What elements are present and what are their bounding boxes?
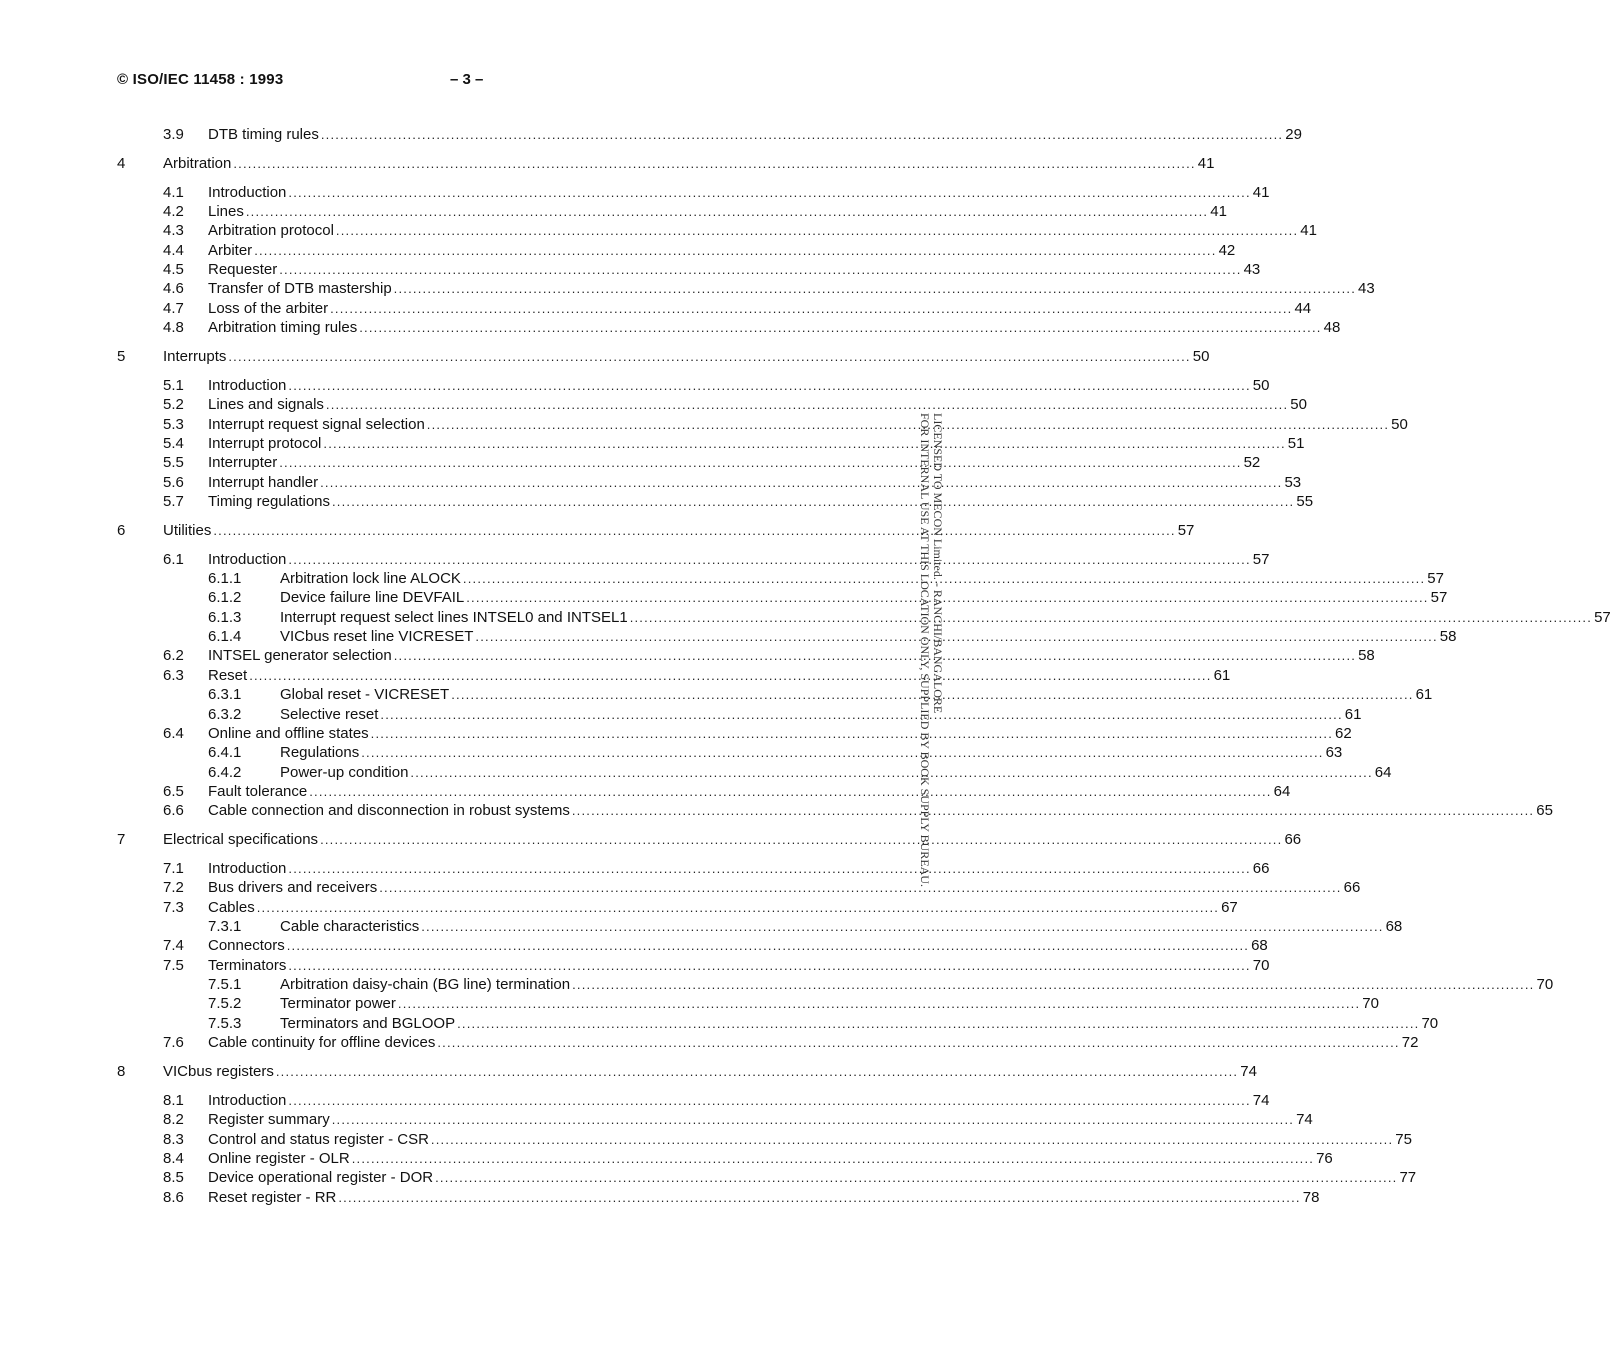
toc-leader-dots: ........................................................................................................................................................................................................ [245,204,1209,219]
toc-entry [0,1188,1320,1208]
toc-leader-dots: ........................................................................................................................................................................................................ [379,880,1342,896]
toc-entry [0,347,1210,367]
toc-entry-title: Electrical specifications [163,831,319,849]
toc-entry-title: Regulations [280,744,360,762]
toc-entry-title: Introduction [208,859,287,877]
toc-entry [0,878,1361,898]
toc-entry-title: Arbitration [163,154,232,172]
toc-entry-title: Selective reset [280,705,379,723]
toc-leader-dots: ........................................................................................................................................................................................................ [435,1170,1398,1186]
toc-entry [0,608,1611,628]
toc-leader-dots: ........................................................................................................................................................................................................ [629,609,1593,625]
toc-entry-number: 7.6 [163,1034,184,1052]
toc-leader-dots: ........................................................................................................................................................................................................ [288,860,1251,876]
toc-entry [0,646,1375,666]
toc-entry-title: Device operational register - DOR [208,1169,434,1187]
toc-entry-title: Control and status register - CSR [208,1130,429,1148]
toc-entry-title: VICbus registers [163,1062,274,1080]
toc-entry-title: Arbiter [208,241,253,259]
toc-entry-number: 7.3.1 [208,918,242,935]
toc-leader-dots: ........................................................................................................................................................................................................ [572,977,1535,992]
toc-leader-dots: ........................................................................................................................................................................................................ [462,571,1426,586]
toc-leader-dots: ........................................................................................................................................................................................................ [325,397,1289,413]
toc-entry [0,898,1238,918]
toc-entry-title: Power-up condition [280,763,409,781]
toc-entry-page: 67 [1221,898,1238,916]
toc-leader-dots: ........................................................................................................................................................................................................ [359,320,1322,336]
toc-entry [0,395,1307,415]
toc-leader-dots: ........................................................................................................................................................................................................ [288,551,1251,567]
toc-leader-dots: ........................................................................................................................................................................................................ [254,242,1217,258]
toc-entry-number: 5.2 [163,396,184,414]
toc-leader-dots: ........................................................................................................................................................................................................ [332,494,1295,509]
toc-entry-number: 6.1.4 [208,628,242,646]
toc-entry-number: 7.5.3 [208,1014,242,1032]
toc-entry-number: 7.3 [163,898,184,916]
toc-entry-page: 51 [1287,434,1305,452]
toc-entry [0,1168,1417,1188]
toc-entry-number: 6.3.1 [208,686,242,704]
toc-entry [0,221,1317,241]
toc-entry [0,801,1553,821]
toc-entry-title: Interrupt request signal selection [208,415,425,433]
toc-leader-dots: ........................................................................................................................................................................................................ [275,1063,1239,1079]
toc-entry [0,154,1215,174]
toc-entry-page: 50 [1192,348,1210,365]
license-line-1: LICENSED TO MECON Limited. - RANCHI/BANGALORE [931,413,945,714]
toc-entry-page: 41 [1197,154,1215,172]
toc-entry-title: Introduction [208,183,287,201]
toc-entry-number: 8.4 [163,1149,184,1167]
toc-leader-dots: ........................................................................................................................................................................................................ [286,938,1250,954]
toc-entry-title: Transfer of DTB mastership [208,280,392,298]
toc-entry-title: Arbitration timing rules [208,319,358,337]
toc-leader-dots: ........................................................................................................................................................................................................ [361,745,1324,761]
toc-entry-number: 6.4.2 [208,763,242,781]
toc-entry-number: 6.4 [163,724,184,742]
toc-entry [0,705,1362,725]
toc-entry-page: 42 [1218,241,1236,259]
toc-entry-number: 4.8 [163,319,184,337]
toc-entry-number: 7.5.1 [208,976,242,993]
toc-entry-title: Arbitration lock line ALOCK [280,570,461,587]
toc-entry-title: Arbitration protocol [208,222,334,240]
toc-entry [0,183,1270,203]
toc-entry-title: Arbitration daisy-chain (BG line) termination [280,976,571,993]
toc-entry-page: 57 [1430,589,1448,607]
toc-entry [0,782,1291,802]
license-watermark [918,413,944,887]
toc-entry-number: 7 [117,831,126,849]
toc-entry-page: 68 [1251,937,1268,955]
toc-entry-number: 5.1 [163,376,184,394]
toc-entry-number: 4.6 [163,280,184,298]
toc-entry-page: 52 [1243,454,1261,472]
toc-entry-page: 65 [1536,802,1553,820]
toc-entry [0,936,1268,956]
toc-entry [0,859,1270,879]
toc-entry [0,1149,1333,1169]
toc-entry-title: Introduction [208,1091,287,1109]
toc-entry [0,260,1261,280]
toc-entry-number: 3.9 [163,126,184,143]
toc-entry-title: Interrupt request select lines INTSEL0 and INTSEL1 [280,608,628,626]
toc-entry [0,830,1302,850]
toc-entry-page: 43 [1243,261,1261,279]
toc-leader-dots: ........................................................................................................................................................................................................ [475,629,1438,645]
toc-entry-number: 8.2 [163,1111,184,1129]
toc-entry [0,473,1302,493]
toc-leader-dots: ........................................................................................................................................................................................................ [233,155,1196,171]
toc-entry-page: 68 [1385,918,1403,935]
toc-leader-dots: ........................................................................................................................................................................................................ [426,416,1390,432]
toc-entry-number: 4.5 [163,261,184,279]
toc-leader-dots: ........................................................................................................................................................................................................ [451,687,1414,703]
toc-entry-title: Cables [208,898,255,916]
toc-leader-dots: ........................................................................................................................................................................................................ [437,1035,1400,1051]
toc-entry [0,125,1302,145]
toc-entry-title: Lines and signals [208,396,324,414]
toc-entry-page: 66 [1252,859,1270,877]
toc-entry [0,588,1448,608]
toc-entry [0,724,1352,744]
toc-entry-page: 61 [1344,705,1362,723]
toc-entry-number: 8 [117,1062,126,1080]
toc-leader-dots: ........................................................................................................................................................................................................ [320,832,1283,848]
toc-entry-number: 5.6 [163,473,184,491]
toc-entry-title: Timing regulations [208,493,330,510]
toc-entry-page: 58 [1358,647,1375,665]
toc-entry-page: 50 [1290,396,1307,414]
toc-leader-dots: ........................................................................................................................................................................................................ [335,223,1299,239]
toc-entry [0,550,1270,570]
toc-entry-page: 77 [1399,1169,1417,1187]
toc-entry-number: 4.1 [163,183,184,201]
toc-entry-title: Loss of the arbiter [208,299,329,317]
toc-entry [0,1110,1313,1130]
toc-entry-number: 4 [117,154,126,172]
toc-leader-dots: ........................................................................................................................................................................................................ [410,764,1373,780]
toc-entry-title: Bus drivers and receivers [208,879,378,897]
toc-entry [0,492,1314,512]
toc-entry [0,241,1236,261]
toc-entry-page: 44 [1294,299,1312,317]
toc-entry [0,975,1554,995]
toc-entry-title: Cable connection and disconnection in robust systems [208,802,570,820]
toc-entry-number: 6.1.3 [208,608,242,626]
toc-entry-number: 4.4 [163,241,184,259]
toc-leader-dots: ........................................................................................................................................................................................................ [288,957,1251,973]
toc-entry [0,453,1261,473]
toc-entry [0,279,1375,299]
toc-entry-title: INTSEL generator selection [208,647,392,665]
toc-leader-dots: ........................................................................................................................................................................................................ [430,1131,1394,1147]
toc-entry [0,202,1227,222]
toc-entry-page: 74 [1296,1111,1313,1129]
toc-entry [0,627,1457,647]
toc-entry-title: Connectors [208,937,285,955]
toc-entry [0,1014,1439,1034]
toc-entry-title: Cable characteristics [280,918,420,935]
toc-leader-dots: ........................................................................................................................................................................................................ [331,1112,1295,1128]
toc-entry-title: Online and offline states [208,724,369,742]
toc-entry-page: 57 [1252,550,1270,568]
toc-entry [0,415,1408,435]
toc-entry-title: Cable continuity for offline devices [208,1034,436,1052]
toc-entry-page: 53 [1284,473,1302,491]
toc-entry-page: 57 [1177,521,1195,539]
toc-entry [0,666,1231,686]
toc-leader-dots: ........................................................................................................................................................................................................ [393,648,1357,664]
toc-entry-number: 5.4 [163,434,184,452]
toc-entry-page: 58 [1439,628,1457,646]
toc-entry-title: Terminators [208,956,287,974]
toc-entry [0,434,1305,454]
toc-entry [0,1062,1257,1082]
toc-leader-dots: ........................................................................................................................................................................................................ [320,474,1283,490]
toc-leader-dots: ........................................................................................................................................................................................................ [466,590,1429,606]
toc-leader-dots: ........................................................................................................................................................................................................ [370,725,1334,741]
toc-entry-title: Online register - OLR [208,1149,350,1167]
toc-entry-title: Lines [208,203,244,220]
toc-entry-page: 29 [1285,126,1302,143]
toc-entry-page: 78 [1302,1188,1320,1206]
toc-entry-title: Introduction [208,550,287,568]
toc-entry-number: 6 [117,521,126,539]
toc-entry-page: 41 [1252,183,1270,201]
toc-entry-number: 5.7 [163,493,184,510]
toc-entry-number: 8.5 [163,1169,184,1187]
toc-entry-title: Fault tolerance [208,782,308,800]
toc-entry-page: 64 [1273,782,1291,800]
toc-leader-dots: ........................................................................................................................................................................................................ [320,127,1284,142]
toc-entry-number: 8.1 [163,1091,184,1109]
toc-entry-number: 6.1.1 [208,570,242,587]
toc-entry-title: Interrupt handler [208,473,319,491]
toc-entry-page: 74 [1252,1091,1270,1109]
toc-leader-dots: ........................................................................................................................................................................................................ [256,899,1220,915]
toc-entry [0,318,1341,338]
toc-entry-page: 43 [1358,280,1375,298]
toc-entry-title: Interrupts [163,348,227,365]
toc-entry-page: 70 [1536,976,1554,993]
toc-entry [0,917,1403,937]
toc-entry-title: Terminators and BGLOOP [280,1014,456,1032]
toc-entry-number: 8.6 [163,1188,184,1206]
toc-entry-page: 70 [1421,1014,1439,1032]
toc-entry-page: 76 [1316,1149,1333,1167]
toc-entry-page: 62 [1335,724,1352,742]
toc-entry [0,1033,1419,1053]
toc-entry-page: 75 [1395,1130,1412,1148]
toc-entry-page: 55 [1296,493,1314,510]
toc-entry [0,994,1379,1014]
toc-leader-dots: ........................................................................................................................................................................................................ [288,1092,1251,1108]
toc-entry-page: 61 [1213,666,1231,684]
toc-entry-number: 6.1 [163,550,184,568]
toc-entry-number: 4.2 [163,203,184,220]
toc-entry-number: 6.4.1 [208,744,242,762]
license-line-2: FOR INTERNAL USE AT THIS LOCATION ONLY, SUPPLIED BY BOOK SUPPLY BUREAU. [918,413,932,887]
toc-entry-title: Interrupter [208,454,278,472]
toc-entry-number: 6.1.2 [208,589,242,607]
toc-entry-number: 5.5 [163,454,184,472]
toc-leader-dots: ........................................................................................................................................................................................................ [397,996,1361,1012]
toc-entry-page: 74 [1240,1062,1257,1080]
toc-leader-dots: ........................................................................................................................................................................................................ [279,455,1242,471]
toc-entry-title: Reset register - RR [208,1188,337,1206]
toc-entry-title: Device failure line DEVFAIL [280,589,465,607]
toc-entry-title: Introduction [208,376,287,394]
toc-entry-number: 6.6 [163,802,184,820]
toc-entry-page: 57 [1427,570,1444,587]
toc-entry-page: 66 [1343,879,1361,897]
document-header-standard: © ISO/IEC 11458 : 1993 [117,71,284,88]
toc-entry-number: 7.4 [163,937,184,955]
toc-entry-page: 70 [1252,956,1270,974]
toc-entry-page: 48 [1323,319,1341,337]
toc-entry-page: 41 [1300,222,1317,240]
toc-leader-dots: ........................................................................................................................................................................................................ [380,706,1343,722]
toc-entry-number: 7.5 [163,956,184,974]
toc-leader-dots: ........................................................................................................................................................................................................ [351,1150,1315,1166]
toc-leader-dots: ........................................................................................................................................................................................................ [309,783,1272,799]
toc-entry-page: 72 [1401,1034,1419,1052]
toc-entry-page: 64 [1374,763,1392,781]
toc-entry [0,521,1195,541]
toc-entry [0,1091,1270,1111]
toc-entry-title: Reset [208,666,248,684]
toc-entry [0,956,1270,976]
toc-entry-number: 6.3.2 [208,705,242,723]
toc-entry-number: 8.3 [163,1130,184,1148]
toc-leader-dots: ........................................................................................................................................................................................................ [323,435,1286,451]
toc-entry-number: 5.3 [163,415,184,433]
toc-entry-number: 7.5.2 [208,995,242,1013]
toc-leader-dots: ........................................................................................................................................................................................................ [288,377,1251,393]
toc-entry-page: 61 [1415,686,1433,704]
toc-entry-number: 7.1 [163,859,184,877]
toc-entry [0,1130,1412,1150]
toc-entry-page: 63 [1325,744,1343,762]
toc-entry-page: 50 [1252,376,1270,394]
toc-entry-number: 4.7 [163,299,184,317]
toc-entry-title: Global reset - VICRESET [280,686,450,704]
toc-entry-title: Interrupt protocol [208,434,322,452]
toc-entry-title: Terminator power [280,995,396,1013]
toc-entry-number: 6.5 [163,782,184,800]
toc-entry-number: 6.2 [163,647,184,665]
toc-entry-title: Requester [208,261,278,279]
toc-entry [0,569,1444,589]
toc-entry-page: 66 [1284,831,1302,849]
toc-entry-title: VICbus reset line VICRESET [280,628,474,646]
toc-entry [0,743,1343,763]
toc-leader-dots: ........................................................................................................................................................................................................ [421,919,1384,934]
toc-entry [0,299,1312,319]
toc-leader-dots: ........................................................................................................................................................................................................ [393,281,1357,297]
toc-leader-dots: ........................................................................................................................................................................................................ [228,349,1191,364]
toc-entry-page: 50 [1391,415,1408,433]
toc-entry [0,685,1433,705]
toc-leader-dots: ........................................................................................................................................................................................................ [249,667,1212,683]
toc-leader-dots: ........................................................................................................................................................................................................ [213,522,1176,538]
toc-leader-dots: ........................................................................................................................................................................................................ [571,803,1535,819]
toc-entry-page: 41 [1210,203,1227,220]
toc-entry-page: 57 [1594,608,1611,626]
toc-entry-title: DTB timing rules [208,126,319,143]
toc-leader-dots: ........................................................................................................................................................................................................ [338,1189,1301,1205]
toc-entry [0,763,1392,783]
toc-entry-number: 5 [117,348,126,365]
toc-entry-title: Utilities [163,521,212,539]
toc-entry-number: 7.2 [163,879,184,897]
toc-leader-dots: ........................................................................................................................................................................................................ [457,1015,1420,1031]
page-number: – 3 – [450,71,484,88]
toc-entry [0,376,1270,396]
toc-leader-dots: ........................................................................................................................................................................................................ [279,262,1242,278]
toc-leader-dots: ........................................................................................................................................................................................................ [330,300,1293,316]
toc-leader-dots: ........................................................................................................................................................................................................ [288,184,1251,200]
toc-entry-number: 6.3 [163,666,184,684]
toc-entry-title: Register summary [208,1111,330,1129]
toc-entry-page: 70 [1362,995,1379,1013]
toc-entry-number: 4.3 [163,222,184,240]
